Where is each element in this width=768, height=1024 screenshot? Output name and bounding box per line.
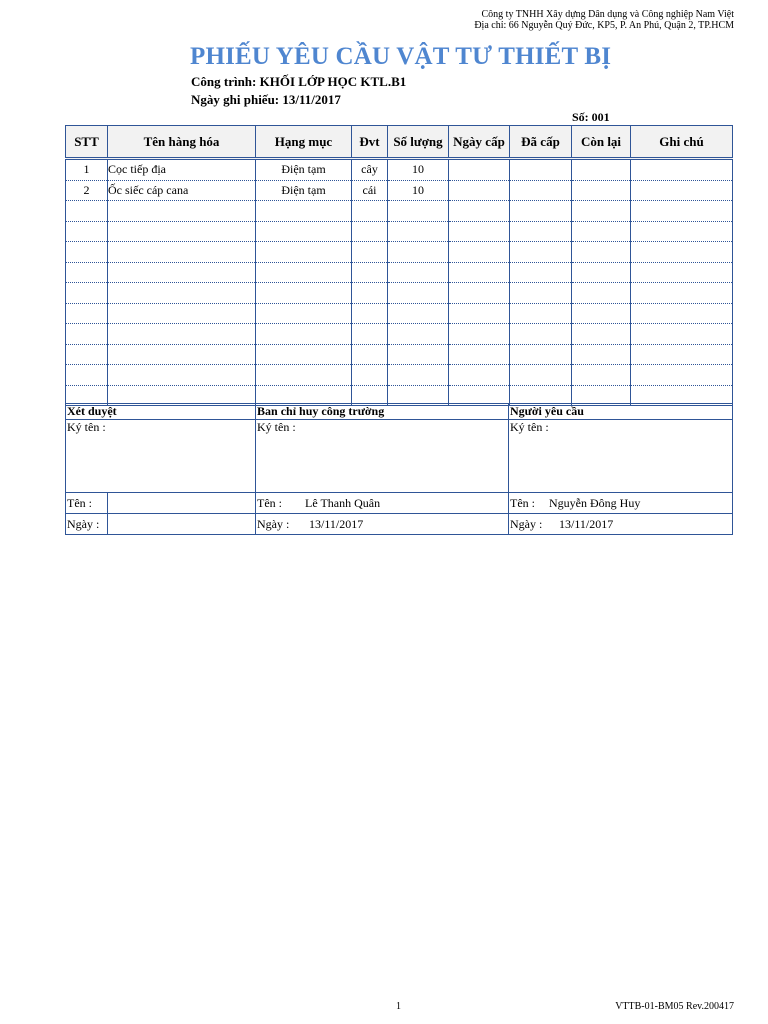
items-table <box>65 125 733 406</box>
table-cell[interactable] <box>108 324 256 345</box>
table-header-row <box>66 126 733 159</box>
table-cell[interactable] <box>256 242 352 263</box>
project-line: Công trình: KHỐI LỚP HỌC KTL.B1 <box>191 74 407 89</box>
table-cell[interactable] <box>631 159 733 181</box>
table-cell[interactable] <box>449 303 510 324</box>
table-cell[interactable]: 10 <box>388 180 449 201</box>
table-cell[interactable] <box>510 324 572 345</box>
approve-name-label: Tên : <box>66 493 108 514</box>
table-cell[interactable] <box>510 242 572 263</box>
column-header: Hạng mục <box>256 126 352 159</box>
form-number: Số: 001 <box>572 110 610 124</box>
table-cell[interactable] <box>256 262 352 283</box>
sign-label: Ký tên : <box>67 420 106 434</box>
column-header: STT <box>66 126 108 159</box>
site-name-cell[interactable] <box>256 493 509 514</box>
table-cell[interactable] <box>108 201 256 222</box>
approve-heading: Xét duyệt <box>66 404 256 420</box>
table-row <box>66 262 733 283</box>
table-cell[interactable] <box>66 283 108 304</box>
column-header: Đvt <box>352 126 388 159</box>
table-cell[interactable] <box>388 344 449 365</box>
table-cell[interactable] <box>572 180 631 201</box>
table-cell[interactable] <box>352 303 388 324</box>
sign-label: Ký tên : <box>510 420 549 434</box>
table-cell[interactable] <box>66 262 108 283</box>
table-cell[interactable] <box>572 365 631 386</box>
table-cell[interactable] <box>572 303 631 324</box>
site-signature-box[interactable] <box>256 420 509 493</box>
table-cell[interactable] <box>256 365 352 386</box>
date-label: Ngày : <box>257 516 290 531</box>
approve-date-value[interactable] <box>108 514 256 535</box>
table-cell[interactable] <box>352 283 388 304</box>
table-cell[interactable] <box>572 324 631 345</box>
table-cell[interactable] <box>510 365 572 386</box>
site-heading: Ban chỉ huy công trường <box>256 404 509 420</box>
requester-heading: Người yêu cầu <box>509 404 733 420</box>
sign-label: Ký tên : <box>257 420 296 434</box>
table-cell[interactable] <box>256 344 352 365</box>
column-header: Còn lại <box>572 126 631 159</box>
table-cell[interactable]: cây <box>352 159 388 181</box>
table-cell[interactable] <box>352 344 388 365</box>
table-cell[interactable]: 1 <box>66 159 108 181</box>
table-cell[interactable] <box>510 201 572 222</box>
requester-signature-box[interactable] <box>509 420 733 493</box>
table-cell[interactable]: 10 <box>388 159 449 181</box>
table-cell[interactable] <box>449 262 510 283</box>
table-row <box>66 344 733 365</box>
table-cell[interactable] <box>388 221 449 242</box>
table-row <box>66 201 733 222</box>
table-row <box>66 365 733 386</box>
table-cell[interactable] <box>108 365 256 386</box>
table-row <box>66 242 733 263</box>
table-cell[interactable] <box>66 324 108 345</box>
table-cell[interactable] <box>510 303 572 324</box>
table-cell[interactable] <box>631 242 733 263</box>
company-name: Công ty TNHH Xây dựng Dân dụng và Công nghiệp Nam Việt <box>481 9 734 20</box>
table-cell[interactable] <box>449 159 510 181</box>
table-cell[interactable] <box>572 262 631 283</box>
table-cell[interactable] <box>572 242 631 263</box>
table-cell[interactable] <box>388 201 449 222</box>
requester-name-cell[interactable] <box>509 493 733 514</box>
table-cell[interactable] <box>352 201 388 222</box>
table-cell[interactable]: Cọc tiếp địa <box>108 159 256 181</box>
table-cell[interactable] <box>108 242 256 263</box>
table-cell[interactable] <box>510 344 572 365</box>
name-label: Tên : <box>510 495 536 510</box>
column-header: Đã cấp <box>510 126 572 159</box>
approve-date-label: Ngày : <box>66 514 108 535</box>
table-cell[interactable] <box>108 221 256 242</box>
table-cell[interactable] <box>631 324 733 345</box>
table-cell[interactable] <box>388 365 449 386</box>
name-label: Tên : <box>257 495 283 510</box>
signature-table <box>65 403 733 535</box>
table-cell[interactable] <box>388 242 449 263</box>
table-cell[interactable]: 2 <box>66 180 108 201</box>
table-cell[interactable] <box>388 303 449 324</box>
table-cell[interactable] <box>256 283 352 304</box>
table-cell[interactable] <box>66 221 108 242</box>
table-row <box>66 324 733 345</box>
table-cell[interactable] <box>388 262 449 283</box>
requester-date: 13/11/2017 <box>559 516 614 531</box>
table-cell[interactable] <box>572 283 631 304</box>
table-cell[interactable] <box>631 180 733 201</box>
table-cell[interactable] <box>256 201 352 222</box>
table-cell[interactable] <box>631 365 733 386</box>
table-cell[interactable] <box>449 221 510 242</box>
table-cell[interactable] <box>388 283 449 304</box>
table-cell[interactable] <box>108 262 256 283</box>
table-cell[interactable] <box>572 344 631 365</box>
table-cell[interactable] <box>510 283 572 304</box>
column-header: Số lượng <box>388 126 449 159</box>
table-cell[interactable] <box>352 242 388 263</box>
table-row <box>66 283 733 304</box>
table-cell[interactable]: Điện tạm <box>256 180 352 201</box>
table-cell[interactable] <box>352 262 388 283</box>
record-date-line: Ngày ghi phiếu: 13/11/2017 <box>191 92 341 107</box>
table-cell[interactable] <box>510 262 572 283</box>
table-cell[interactable] <box>256 221 352 242</box>
form-code: VTTB-01-BM05 Rev.200417 <box>615 1001 734 1012</box>
column-header: Ngày cấp <box>449 126 510 159</box>
table-cell[interactable] <box>352 365 388 386</box>
table-cell[interactable] <box>449 344 510 365</box>
table-cell[interactable] <box>449 180 510 201</box>
table-cell[interactable] <box>572 201 631 222</box>
table-row <box>66 159 733 181</box>
approve-signature-box[interactable] <box>66 420 256 493</box>
table-cell[interactable] <box>108 303 256 324</box>
table-cell[interactable] <box>388 324 449 345</box>
table-cell[interactable] <box>256 303 352 324</box>
table-cell[interactable] <box>108 344 256 365</box>
table-cell[interactable] <box>572 159 631 181</box>
form-title: PHIẾU YÊU CẦU VẬT TƯ THIẾT BỊ <box>190 43 612 70</box>
table-row <box>66 303 733 324</box>
table-cell[interactable] <box>510 180 572 201</box>
site-date-cell[interactable] <box>256 514 509 535</box>
page-number: 1 <box>396 1001 401 1012</box>
table-cell[interactable] <box>510 221 572 242</box>
table-cell[interactable] <box>66 242 108 263</box>
table-cell[interactable] <box>631 303 733 324</box>
table-cell[interactable] <box>449 201 510 222</box>
approve-name-value[interactable] <box>108 493 256 514</box>
date-label: Ngày : <box>510 516 543 531</box>
table-cell[interactable] <box>352 221 388 242</box>
table-cell[interactable] <box>510 159 572 181</box>
site-name: Lê Thanh Quân <box>305 495 381 510</box>
table-cell[interactable] <box>449 324 510 345</box>
company-header <box>474 9 734 31</box>
table-cell[interactable] <box>66 201 108 222</box>
table-cell[interactable] <box>449 283 510 304</box>
table-cell[interactable] <box>631 344 733 365</box>
table-cell[interactable] <box>572 221 631 242</box>
company-address: Địa chỉ: 66 Nguyễn Quý Đức, KP5, P. An Phú, Quận 2, TP.HCM <box>474 20 734 31</box>
column-header: Tên hàng hóa <box>108 126 256 159</box>
table-cell[interactable] <box>449 365 510 386</box>
column-header: Ghi chú <box>631 126 733 159</box>
table-cell[interactable] <box>256 324 352 345</box>
table-cell[interactable] <box>352 324 388 345</box>
requester-name: Nguyễn Đông Huy <box>549 495 641 510</box>
table-cell[interactable] <box>631 221 733 242</box>
table-cell[interactable] <box>66 365 108 386</box>
table-cell[interactable] <box>66 303 108 324</box>
table-cell[interactable] <box>449 242 510 263</box>
table-row <box>66 180 733 201</box>
table-cell[interactable]: Ốc siếc cáp cana <box>108 180 256 201</box>
table-cell[interactable]: Điện tạm <box>256 159 352 181</box>
table-cell[interactable]: cái <box>352 180 388 201</box>
requester-date-cell[interactable] <box>509 514 733 535</box>
table-cell[interactable] <box>631 262 733 283</box>
table-row <box>66 221 733 242</box>
table-cell[interactable] <box>66 344 108 365</box>
table-cell[interactable] <box>631 201 733 222</box>
table-cell[interactable] <box>631 283 733 304</box>
table-cell[interactable] <box>108 283 256 304</box>
site-date: 13/11/2017 <box>309 516 364 531</box>
